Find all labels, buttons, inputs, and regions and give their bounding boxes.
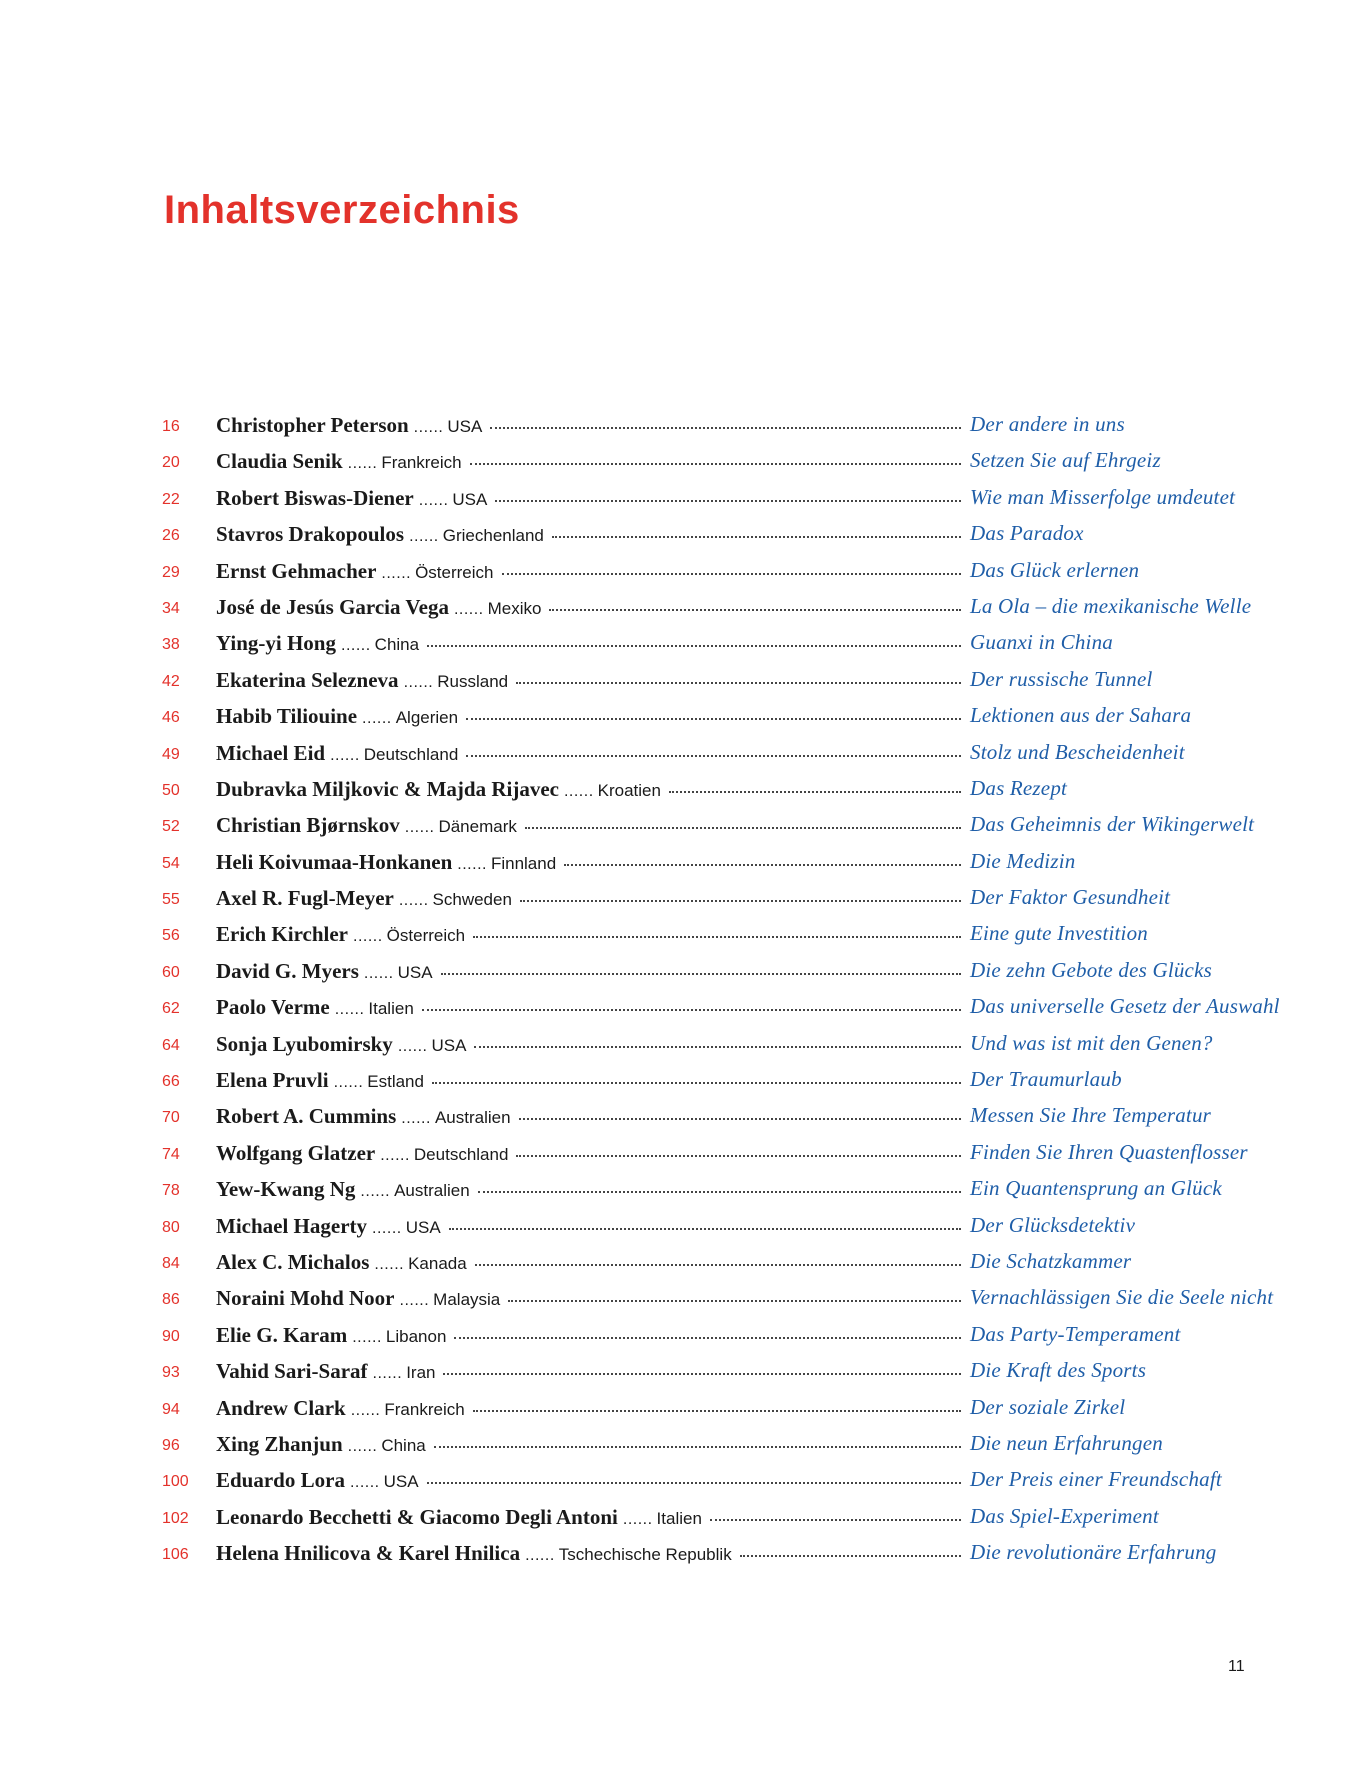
toc-author: Christian Bjørnskov [216, 813, 400, 838]
toc-page-ref: 29 [162, 563, 180, 581]
toc-chapter-title: Der russische Tunnel [970, 666, 1153, 691]
toc-entry-line [216, 1286, 961, 1311]
toc-entry [162, 1099, 1212, 1135]
toc-chapter-title: Die Schatzkammer [970, 1248, 1132, 1273]
toc-chapter-title: Das Party-Temperament [970, 1321, 1181, 1346]
toc-page-ref: 26 [162, 527, 180, 545]
toc-country: USA [383, 1472, 419, 1492]
toc-chapter-title: Das Glück erlernen [970, 557, 1140, 582]
toc-chapter-title: Die Kraft des Sports [970, 1358, 1147, 1383]
toc-author: Michael Eid [216, 740, 326, 765]
toc-country: Kroatien [597, 780, 661, 800]
toc-author: Christopher Peterson [216, 413, 409, 437]
toc-author: Paolo Verme [216, 995, 330, 1020]
toc-dot-leader [516, 682, 961, 684]
toc-country: Dänemark [438, 817, 517, 837]
toc-chapter-title: Das Rezept [970, 775, 1068, 800]
toc-entry-line [216, 522, 961, 547]
toc-separator: ...... [399, 1292, 430, 1310]
toc-entry [162, 1500, 1159, 1536]
toc-chapter-title: Vernachlässigen Sie die Seele nicht [970, 1285, 1274, 1310]
toc-country: Iran [406, 1363, 436, 1383]
toc-page-ref: 56 [162, 927, 180, 945]
toc-chapter-title: Ein Quantensprung an Glück [970, 1176, 1222, 1201]
toc-author: Elie G. Karam [216, 1322, 348, 1347]
toc-entry-line [216, 413, 961, 438]
toc-separator: ...... [334, 1001, 365, 1019]
toc-separator: ...... [381, 564, 412, 582]
toc-entry [162, 1027, 1213, 1063]
toc-page-ref: 62 [162, 1000, 180, 1018]
toc-chapter-title: Das Geheimnis der Wikingerwelt [970, 812, 1255, 837]
toc-country: Finnland [490, 853, 557, 873]
toc-chapter-title: Der andere in uns [970, 412, 1125, 436]
toc-entry-line [216, 741, 961, 766]
toc-author: Erich Kirchler [216, 922, 348, 947]
toc-separator: ...... [397, 1037, 428, 1055]
toc-entry [162, 1245, 1132, 1281]
toc-chapter-title: Der soziale Zirkel [970, 1394, 1126, 1419]
toc-entry-line [216, 1505, 961, 1530]
toc-country: Mexiko [487, 598, 542, 618]
toc-page-ref: 80 [162, 1218, 180, 1236]
toc-entry-line [216, 886, 961, 911]
toc-dot-leader [473, 936, 961, 938]
toc-entry [162, 1281, 1274, 1317]
toc-author: Habib Tiliouine [216, 704, 358, 729]
toc-author: Michael Hagerty [216, 1213, 368, 1238]
toc-entry [162, 590, 1252, 626]
toc-page-ref: 20 [162, 454, 180, 472]
toc-entry-line [216, 1541, 961, 1566]
toc-entry [162, 626, 1122, 662]
toc-separator: ...... [330, 746, 360, 764]
toc-entry-line [216, 449, 961, 474]
toc-author: Leonardo Becchetti & Giacomo Degli Antoni [216, 1504, 618, 1529]
toc-page-ref: 78 [162, 1182, 180, 1200]
toc-page-ref: 102 [162, 1509, 189, 1527]
page-title: Inhaltsverzeichnis [164, 188, 520, 232]
toc-entry-line [216, 1468, 961, 1493]
toc-country: Italien [656, 1508, 702, 1528]
toc-entry [162, 517, 1122, 553]
toc-author: Vahid Sari-Saraf [216, 1359, 368, 1384]
toc-entry [162, 1318, 1181, 1354]
toc-page-ref: 60 [162, 963, 180, 981]
toc-entry-line [216, 1432, 961, 1457]
toc-separator: ...... [380, 1146, 410, 1164]
toc-country: Algerien [395, 708, 459, 728]
toc-separator: ...... [398, 892, 429, 910]
toc-country: USA [452, 489, 488, 509]
toc-country: USA [397, 962, 433, 982]
toc-separator: ...... [409, 528, 439, 546]
toc-dot-leader [478, 1191, 961, 1193]
toc-entry [162, 990, 1280, 1026]
toc-dot-leader [474, 1046, 961, 1048]
toc-dot-leader [427, 645, 961, 647]
toc-author: Alex C. Michalos [216, 1249, 370, 1274]
toc-separator: ...... [457, 855, 487, 873]
toc-chapter-title: Der Glücksdetektiv [970, 1212, 1136, 1237]
toc-page-ref: 90 [162, 1327, 180, 1345]
toc-entry-line [216, 559, 961, 584]
toc-chapter-title: Das universelle Gesetz der Auswahl [970, 994, 1280, 1019]
toc-page-ref: 86 [162, 1291, 180, 1309]
toc-chapter-title: Die zehn Gebote des Glücks [970, 957, 1212, 982]
toc-separator: ...... [333, 1074, 364, 1092]
toc-page-ref: 52 [162, 818, 180, 836]
toc-entry-line [216, 777, 961, 802]
toc-entry [162, 663, 1153, 699]
toc-country: China [381, 1435, 426, 1455]
toc-entry [162, 736, 1185, 772]
toc-entry [162, 1136, 1248, 1172]
toc-country: Österreich [386, 926, 466, 946]
toc-separator: ...... [525, 1547, 555, 1565]
toc-dot-leader [495, 500, 961, 502]
toc-separator: ...... [353, 928, 383, 946]
toc-entry [162, 1172, 1222, 1208]
table-of-contents [162, 408, 1280, 1573]
toc-entry-line [216, 1141, 961, 1166]
toc-entry [162, 699, 1192, 735]
toc-author: Axel R. Fugl-Meyer [216, 886, 394, 911]
toc-separator: ...... [563, 782, 594, 800]
toc-country: Estland [367, 1072, 424, 1092]
toc-separator: ...... [453, 600, 484, 618]
toc-dot-leader [508, 1300, 961, 1302]
toc-dot-leader [740, 1555, 961, 1557]
toc-author: Robert A. Cummins [216, 1104, 397, 1129]
toc-page-ref: 16 [162, 418, 180, 435]
page-number: 11 [1228, 1658, 1245, 1675]
toc-country: Kanada [408, 1253, 467, 1273]
toc-author: Wolfgang Glatzer [216, 1140, 376, 1165]
toc-entry [162, 1391, 1126, 1427]
toc-entry-line [216, 1396, 961, 1421]
toc-country: USA [431, 1035, 467, 1055]
toc-dot-leader [475, 1264, 961, 1266]
toc-dot-leader [434, 1446, 961, 1448]
toc-country: Libanon [385, 1326, 447, 1346]
toc-entry [162, 408, 1125, 444]
toc-entry [162, 1209, 1136, 1245]
toc-dot-leader [432, 1082, 961, 1084]
toc-entry [162, 444, 1161, 480]
toc-entry [162, 554, 1140, 590]
toc-entry [162, 481, 1236, 517]
toc-entry [162, 917, 1148, 953]
toc-chapter-title: Der Traumurlaub [970, 1067, 1122, 1092]
toc-page-ref: 74 [162, 1145, 180, 1163]
toc-dot-leader [443, 1373, 961, 1375]
toc-dot-leader [549, 609, 961, 611]
toc-chapter-title: Stolz und Bescheidenheit [970, 739, 1185, 764]
toc-entry-line [216, 1214, 961, 1239]
toc-dot-leader [454, 1337, 961, 1339]
toc-entry [162, 1063, 1122, 1099]
toc-separator: ...... [352, 1328, 382, 1346]
toc-country: Italien [368, 999, 414, 1019]
toc-dot-leader [473, 1410, 961, 1412]
toc-country: Frankreich [384, 1399, 465, 1419]
toc-entry [162, 1536, 1217, 1572]
toc-dot-leader [470, 463, 961, 465]
toc-entry-line [216, 1177, 961, 1202]
toc-entry-line [216, 850, 961, 875]
toc-separator: ...... [362, 710, 392, 728]
toc-dot-leader [520, 900, 961, 902]
toc-dot-leader [466, 755, 961, 757]
toc-page-ref: 54 [162, 854, 180, 872]
toc-dot-leader [427, 1482, 961, 1484]
toc-chapter-title: Setzen Sie auf Ehrgeiz [970, 448, 1161, 473]
toc-separator: ...... [360, 1183, 391, 1201]
toc-dot-leader [552, 536, 961, 538]
toc-separator: ...... [413, 419, 444, 436]
toc-separator: ...... [350, 1401, 381, 1419]
toc-separator: ...... [403, 673, 434, 691]
toc-page-ref: 46 [162, 709, 180, 727]
toc-chapter-title: Guanxi in China [970, 630, 1113, 655]
toc-chapter-title: Der Preis einer Freundschaft [970, 1467, 1222, 1492]
toc-page-ref: 49 [162, 745, 180, 763]
toc-author: Yew-Kwang Ng [216, 1177, 356, 1202]
toc-separator: ...... [363, 964, 394, 982]
toc-chapter-title: Der Faktor Gesundheit [970, 885, 1171, 910]
toc-entry-line [216, 704, 961, 729]
toc-separator: ...... [347, 1437, 378, 1455]
toc-chapter-title: Wie man Misserfolge umdeutet [970, 484, 1236, 509]
toc-country: Tschechische Republik [558, 1545, 732, 1565]
toc-dot-leader [449, 1228, 961, 1230]
toc-entry-line [216, 922, 961, 947]
toc-entry-line [216, 1323, 961, 1348]
toc-author: Robert Biswas-Diener [216, 485, 414, 510]
toc-entry-line [216, 1250, 961, 1275]
toc-entry-line [216, 813, 961, 838]
toc-chapter-title: Lektionen aus der Sahara [970, 703, 1192, 728]
toc-dot-leader [490, 427, 961, 429]
toc-entry [162, 881, 1171, 917]
toc-separator: ...... [401, 1110, 431, 1128]
toc-chapter-title: La Ola – die mexikanische Welle [970, 593, 1252, 618]
toc-entry [162, 772, 1122, 808]
toc-country: USA [447, 417, 483, 436]
toc-country: Frankreich [381, 453, 462, 473]
toc-author: Heli Koivumaa-Honkanen [216, 849, 453, 874]
toc-dot-leader [519, 1118, 961, 1120]
toc-author: Dubravka Miljkovic & Majda Rijavec [216, 776, 559, 801]
toc-author: Xing Zhanjun [216, 1431, 343, 1456]
toc-entry-line [216, 486, 961, 511]
toc-chapter-title: Messen Sie Ihre Temperatur [970, 1103, 1212, 1128]
toc-page-ref: 96 [162, 1436, 180, 1454]
toc-dot-leader [516, 1155, 961, 1157]
toc-entry [162, 1463, 1222, 1499]
toc-dot-leader [564, 864, 961, 866]
toc-separator: ...... [349, 1474, 380, 1492]
toc-chapter-title: Und was ist mit den Genen? [970, 1030, 1213, 1055]
toc-page-ref: 64 [162, 1036, 180, 1054]
toc-page-ref: 38 [162, 636, 180, 654]
toc-page-ref: 55 [162, 891, 180, 909]
toc-dot-leader [466, 718, 961, 720]
toc-dot-leader [669, 791, 961, 793]
toc-entry-line [216, 1068, 961, 1093]
toc-dot-leader [710, 1519, 961, 1521]
toc-country: Australien [394, 1181, 470, 1201]
toc-dot-leader [441, 973, 961, 975]
toc-author: Stavros Drakopoulos [216, 522, 405, 547]
toc-chapter-title: Die revolutionäre Erfahrung [970, 1540, 1217, 1565]
toc-page-ref: 84 [162, 1254, 180, 1272]
toc-country: Deutschland [413, 1144, 509, 1164]
toc-chapter-title: Das Spiel-Experiment [970, 1503, 1159, 1528]
toc-dot-leader [502, 573, 962, 575]
toc-page-ref: 22 [162, 490, 180, 508]
toc-chapter-title: Die Medizin [970, 848, 1076, 873]
toc-entry-line [216, 595, 961, 620]
toc-author: Ying-yi Hong [216, 631, 336, 656]
toc-page-ref: 34 [162, 599, 180, 617]
toc-entry [162, 808, 1255, 844]
toc-country: Schweden [432, 890, 512, 910]
toc-entry [162, 954, 1212, 990]
toc-page-ref: 106 [162, 1546, 189, 1564]
toc-dot-leader [525, 827, 961, 829]
toc-separator: ...... [372, 1219, 402, 1237]
toc-separator: ...... [372, 1365, 403, 1383]
toc-page-ref: 94 [162, 1400, 180, 1418]
toc-separator: ...... [341, 637, 371, 655]
toc-entry [162, 1354, 1147, 1390]
toc-page-ref: 66 [162, 1073, 180, 1091]
toc-author: Claudia Senik [216, 449, 343, 474]
toc-entry-line [216, 959, 961, 984]
toc-separator: ...... [347, 455, 378, 473]
toc-separator: ...... [374, 1255, 405, 1273]
toc-chapter-title: Finden Sie Ihren Quastenflosser [970, 1139, 1248, 1164]
toc-author: Ekaterina Selezneva [216, 667, 399, 692]
toc-page-ref: 42 [162, 672, 180, 690]
toc-country: Griechenland [442, 526, 544, 546]
toc-entry-line [216, 668, 961, 693]
toc-author: Eduardo Lora [216, 1468, 345, 1493]
toc-author: David G. Myers [216, 958, 359, 983]
toc-dot-leader [422, 1009, 961, 1011]
toc-author: Ernst Gehmacher [216, 558, 377, 583]
toc-entry [162, 1427, 1163, 1463]
toc-country: USA [405, 1217, 441, 1237]
toc-page-ref: 70 [162, 1109, 180, 1127]
toc-author: Helena Hnilicova & Karel Hnilica [216, 1541, 521, 1566]
toc-separator: ...... [418, 491, 449, 509]
toc-chapter-title: Eine gute Investition [970, 921, 1148, 946]
toc-entry-line [216, 1104, 961, 1129]
toc-chapter-title: Das Paradox [970, 521, 1084, 546]
toc-page-ref: 50 [162, 781, 180, 799]
toc-author: José de Jesús Garcia Vega [216, 594, 449, 619]
toc-country: Australien [434, 1108, 511, 1128]
toc-entry-line [216, 1359, 961, 1384]
toc-entry-line [216, 631, 961, 656]
toc-author: Andrew Clark [216, 1395, 346, 1420]
toc-country: China [374, 635, 420, 655]
toc-entry [162, 845, 1122, 881]
toc-page-ref: 100 [162, 1473, 189, 1491]
toc-country: Österreich [415, 562, 494, 582]
toc-country: Russland [437, 671, 509, 691]
toc-country: Deutschland [363, 744, 459, 764]
toc-country: Malaysia [433, 1290, 501, 1310]
toc-author: Noraini Mohd Noor [216, 1286, 395, 1311]
toc-author: Elena Pruvli [216, 1068, 329, 1093]
toc-separator: ...... [404, 819, 435, 837]
toc-entry-line [216, 995, 961, 1020]
toc-page-ref: 93 [162, 1364, 180, 1382]
toc-chapter-title: Die neun Erfahrungen [970, 1430, 1163, 1455]
toc-separator: ...... [622, 1510, 653, 1528]
toc-entry-line [216, 1032, 961, 1057]
toc-author: Sonja Lyubomirsky [216, 1031, 393, 1056]
